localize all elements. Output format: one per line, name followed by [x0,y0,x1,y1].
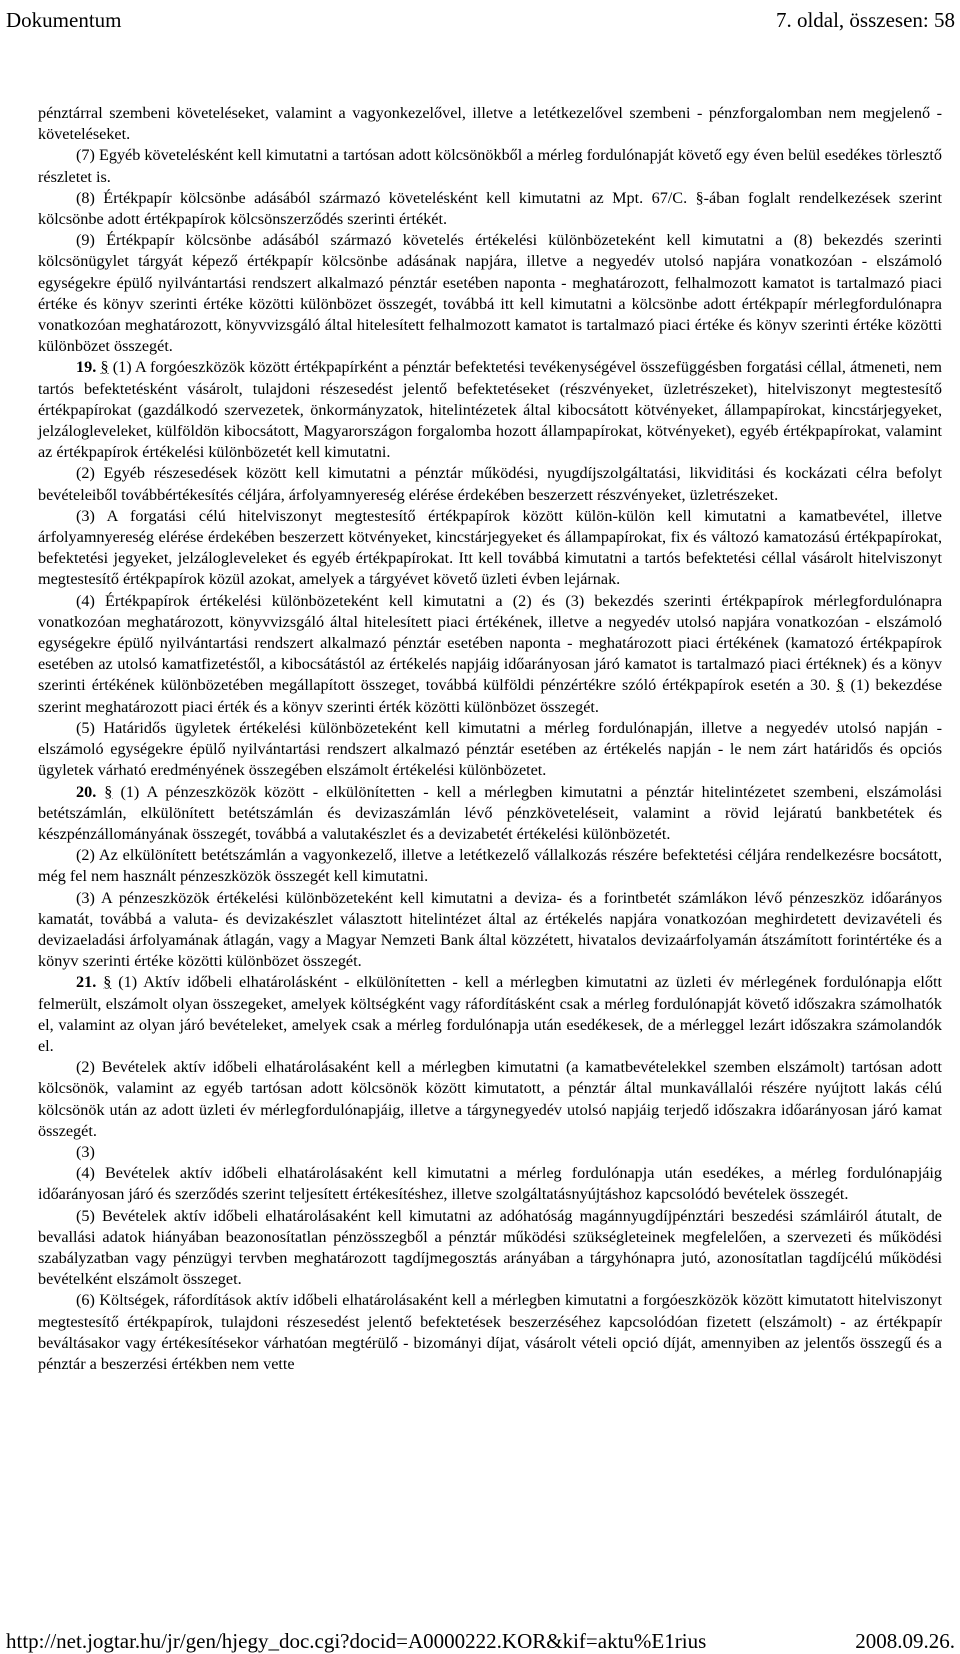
paragraph-text: (4) Értékpapírok értékelési különbözeteként kell kimutatni a (2) és (3) bekezdés szerinti értékpapírok mérlegfordulónapra vonatkozóan meghatározott, könyvvizsgáló által hitelesített piaci értékének, illetve a negyedév utolsó napjára vonatkozóan - elszámoló egységekre épülő nyilvántartási rendszert alkalmazó pénztár esetében naponta - meghatározott piaci értékének (kamatozó értékpapírok esetében az utolsó kamatfizetéstől, a kibocsátástól az értékelés napjáig időarányosan járó kamatot is tartalmazó piaci értéknek) és a könyv szerinti értékének különbözetében megállapított összeget, továbbá külföldi pénzértékre szóló értékpapírok esetén a 30. [38,591,942,695]
section-link[interactable]: § [836,676,845,695]
document-header [0,0,960,40]
paragraph [38,1290,942,1375]
page-counter: 7. oldal, összesen: 58 [775,7,955,32]
print-date: 2008.09.26. [855,1629,955,1653]
section-paragraph [38,357,942,463]
section-paragraph [38,972,942,1057]
paragraph-text: (2) Az elkülönített betétszámlán a vagyonkezelő, illetve a letétkezelő vállalkozás részére befektetési céljára rendelkezésre bocsátott, még fel nem használt pénzeszközök összegét kell kimutatni. [38,846,942,886]
paragraph-text: -ában foglalt rendelkezések szerint kölcsönbe adott értékpapírok kölcsönszerződés szerinti értékét. [38,188,942,229]
paragraph-text: (1) Aktív időbeli elhatárolásként - elkülönítetten - kell a mérlegben kimutatni az üzleti év mérlegének fordulónapja előtt felmerült, elszámolt olyan összegeket, amelyek költségként vagy ráfordításként csak a mérleg fordulónapját követő időszakra számolhatók el, valamint az olyan járó bevételeket, amelyek csak a mérleg fordulónapja után esedékesek, de a mérleggel lezárt időszakra számolandók el. [38,973,942,1055]
paragraph-text: (7) Egyéb követelésként kell kimutatni a tartósan adott kölcsönökből a mérleg fordulónapját követő egy éven belül esedékes törlesztő részletet is. [38,146,942,186]
paragraph-text: (4) Bevételek aktív időbeli elhatárolásaként kell kimutatni a mérleg fordulónapja után esedékes, a mérleg fordulónapjáig időarányosan járó és szerződés szerint teljesített értékesítéshez, illetve szolgáltatásnyújtáshoz kapcsolódó bevételek összegét. [38,1164,942,1204]
section-link[interactable]: § [104,782,113,801]
document-body [38,103,942,1375]
paragraph [38,145,942,187]
paragraph-text: (5) Határidős ügyletek értékelési különbözeteként kell kimutatni a mérleg fordulónapján, illetve a negyedév utolsó napján - elszámoló egységekre épülő nyilvántartási rendszert alkalmazó pénztár esetében az értékelés napján - le nem zárt határidős és opciós ügyletek várható eredményének összegében elszámolt értékelési különbözetet. [38,718,942,780]
paragraph-text: (1) A pénzeszközök között - elkülönítetten - kell a mérlegben kimutatni a pénztár hitelintézetet szembeni, elszámolási betétszámlán, elkülönített betétszámlán és devizaszámlán lévő pénzköveteléseit, valamint a rövid lejáratú bankbetétek és készpénzállományának összegét, továbbá a valutakészlet és a devizabetét értékelési különbözetét. [38,782,943,843]
paragraph-text: (3) [76,1142,95,1161]
paragraph [38,591,942,718]
paragraph [38,845,942,887]
paragraph-text: (8) Értékpapír kölcsönbe adásából származó követelésként kell kimutatni az Mpt. 67/C. [76,188,696,207]
section-number: 19. [76,358,97,377]
paragraph [38,1057,942,1142]
document-footer [0,1624,960,1654]
paragraph-text: (9) Értékpapír kölcsönbe adásából származó követelés értékelési különbözeteként kell kimutatni a (8) bekezdés szerinti kölcsönügylet tárgyát képező értékpapír kölcsönbe adásának napjára, illetve a negyedév utolsó napjára vonatkozóan - elszámoló egységekre épülő nyilvántartási rendszert alkalmazó pénztár esetében naponta - meghatározott, felhalmozott kamatot is tartalmazó piaci értéke és könyv szerinti értéke közötti különbözet összegét, továbbá itt kell kimutatni a kölcsönbe adott értékpapír mérlegfordulónapra vonatkozóan meghatározott, könyvvizsgáló által hitelesített felhalmozott kamatot is tartalmazó piaci értéke és könyv szerinti értéke közötti különbözet összegét. [38,231,942,356]
paragraph-text: (5) Bevételek aktív időbeli elhatárolásaként kell kimutatni az adóhatóság magánnyugdíjpénztári beszedési számláiról átutalt, de bevallási adatok hiányában beazonosítatlan pénzösszegből a pénztár működési szükségleteinek megfelelően, a szervezeti és működési szabályzatban vagy pénzügyi tervben meghatározott tagdíjmegosztás arányában a tárgyhónapra jutó, azonosítatlan tagdíjcélú működési bevételként elszámolt összeget. [38,1206,942,1289]
paragraph-text: pénztárral szembeni követeléseket, valamint a vagyonkezelővel, illetve a letétkezelővel szembeni - pénzforgalomban nem megjelenő - követeléseket. [38,104,942,144]
paragraph [38,506,942,591]
section-number: 21. [76,973,97,992]
paragraph [38,1163,942,1205]
paragraph-text: (1) bekezdése szerint meghatározott piaci érték és a könyv szerinti érték közötti különbözet összegét. [38,676,942,716]
document-title: Dokumentum [6,7,122,32]
source-url[interactable]: http://net.jogtar.hu/jr/gen/hjegy_doc.cgi?docid=A0000222.KOR&kif=aktu%E1rius [6,1629,707,1653]
paragraph-text: (3) A pénzeszközök értékelési különbözeteként kell kimutatni a deviza- és a forintbetét számlákon lévő pénzeszköz időarányos kamatát, továbbá a valuta- és devizakészlet választott hitelintézet által az értékelés napjára vonatkozóan meghirdetett devizavételi és devizaeladási árfolyamának átlagán, vagy a Magyar Nemzeti Bank által közzétett, hivatalos devizaárfolyamán átszámított forintértéke és a könyv szerinti értéke közötti különbözet összegét. [38,888,942,971]
paragraph-text: (1) A forgóeszközök között értékpapírként a pénztár befektetési tevékenységével összefüggésben forgatási céllal, átmeneti, nem tartós befektetésként vásárolt, tulajdoni részesedést jelentő befektetéseket (részvényeket, üzletrészeket), hitelviszonyt megtestesítő értékpapírokat (gazdálkodó szervezetek, önkormányzatok, hitelintézetek által kibocsátott kötvényeket, állampapírokat, kincstárjegyeket, jelzálogleveleket, külföldön kibocsátott, Magyarországon forgalomba hozott állampapírokat, kötvényeket), egyéb értékpapírokat, valamint az értékpapírok értékelési különbözetét kell kimutatni. [38,358,943,462]
section-link[interactable]: § [695,188,704,207]
paragraph [38,1206,942,1291]
section-paragraph [38,782,942,846]
paragraph-text: (6) Költségek, ráfordítások aktív időbeli elhatárolásaként kell a mérlegben kimutatni a forgóeszközök között kimutatott hitelviszonyt megtestesítő értékpapírok, tulajdoni részesedést jelentő befektetések beszerzéséhez kapcsolódóan fizetett (elszámolt) - az értékpapír beváltásakor vagy értékesítésekor várhatóan megtérülő - bizományi díjat, vásárolt vételi opció díját, amennyiben az jelentős összegű és a pénztár a beszerzési értékben nem vette [38,1291,942,1373]
paragraph [38,188,942,230]
paragraph-text: (2) Bevételek aktív időbeli elhatárolásaként kell a mérlegben kimutatni (a kamatbevételekkel szemben elszámolt) tartósan adott kölcsönök, valamint az egyéb tartósan adott kölcsönök között kimutatott, a pénztár által munkavállalói részére nyújtott lakás célú kölcsönök után az adott üzleti év mérlegfordulónapjáig, illetve a tárgynegyedév utolsó napjáig terjedő időszakra időarányosan járó kamat összegét. [38,1058,942,1140]
section-number: 20. [76,782,97,801]
paragraph [38,888,942,973]
paragraph [38,1142,942,1163]
section-link[interactable]: § [100,358,109,377]
paragraph-text: (2) Egyéb részesedések között kell kimutatni a pénztár működési, nyugdíjszolgáltatási, likviditási és kockázati célra befolyt bevételeiből továbbértékesítés céljára, árfolyamnyereség elérése érdekében beszerzett részvényeket, üzletrészeket. [38,464,942,504]
paragraph-text: (3) A forgatási célú hitelviszonyt megtestesítő értékpapírok között külön-külön kell kimutatni a kamatbevétel, illetve árfolyamnyereség elérése érdekében beszerzett kötvényeket, kincstárjegyeket és állampapírokat, fix és változó kamatozású értékpapírokat, befektetési jegyeket, jelzálogleveleket és egyéb értékpapírokat. Itt kell továbbá kimutatni a tartós befektetési céllal vásárolt hitelviszonyt megtestesítő értékpapírok közül azokat, amelyek a tárgyévet követő üzleti évben lejárnak. [38,506,942,589]
paragraph [38,230,942,357]
section-link[interactable]: § [103,973,112,992]
paragraph [38,103,942,145]
paragraph [38,463,942,505]
paragraph [38,718,942,782]
